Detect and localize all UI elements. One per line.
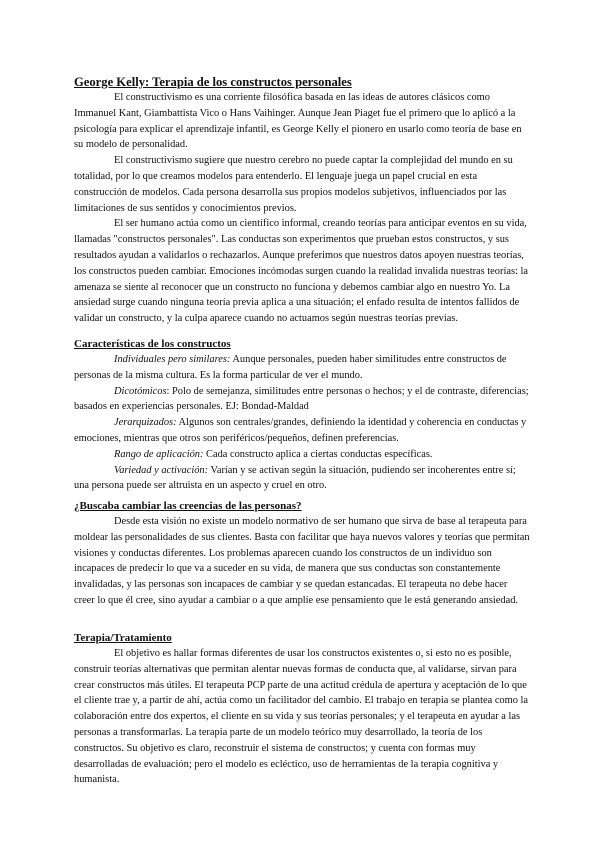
characteristic-item: [74, 384, 530, 416]
characteristic-term: Variedad y activación:: [114, 464, 209, 476]
characteristic-term: Dicotómicos: [114, 385, 167, 397]
beliefs-paragraph: Desde esta visión no existe un modelo normativo de ser humano que sirva de base al terapeuta para moldear las personalidades de sus clientes. Basta con facilitar que haya nuevos valores y teorías que permitan visiones y conductas diferentes. Los problemas aparecen cuando los constructos de un individuo son incapaces de predecir lo que va a suceder en su vida, de manera que sus conductas son constantemente invalidadas, y las personas son incapaces de cambiar y se quedan estancadas. El terapeuta no debe hacer creer lo que él cree, sino ayudar a cambiar o a que amplíe ese pensamiento que le está generando ansiedad.: [74, 516, 530, 606]
characteristics-heading: Características de los constructos: [74, 338, 231, 350]
characteristic-item: [74, 447, 530, 463]
characteristic-text: Varían y se activan según la situación, pudiendo ser incoherentes entre sí; una persona puede ser altruista en un aspecto y cruel en otro.: [74, 464, 516, 492]
therapy-paragraph: El objetivo es hallar formas diferentes de usar los constructos existentes o, si esto no es posible, construir teorías alternativas que permitan alentar nuevas formas de conducta que, al validarse, sirvan para crear constructos más útiles. El terapeuta PCP parte de una actitud crédula de apertura y aceptación de lo que el cliente trae y, a partir de ahí, actúa como un facilitador del cambio. El trabajo en terapia se plantea como la colaboración entre dos expertos, el cliente en su vida y sus teorías personales; y el terapeuta en ayudar a las personas a transformarlas. La terapia parte de un modelo teórico muy desarrollado, la teoría de los constructos. Su objetivo es claro, reconstruir el sistema de constructos; y cuenta con formas muy desarrolladas de evaluación; pero el modelo es ecléctico, uso de herramientas de la terapia cognitiva y humanista.: [74, 648, 528, 786]
characteristic-text: Aunque personales, pueden haber similitudes entre constructos de personas de la misma cultura. Es la forma particular de ver el mundo.: [74, 354, 507, 381]
characteristic-term: Individuales pero similares:: [114, 354, 231, 365]
therapy-heading: Terapia/Tratamiento: [74, 632, 172, 644]
intro-paragraph-1: El constructivismo es una corriente filosófica basada en las ideas de autores clásicos como Immanuel Kant, Giambattista Vico o Hans Vaihinger. Aunque Jean Piaget fue el primero que lo aplicó a la psicología para explicar el aprendizaje infantil, es George Kelly el pionero en usarlo como teoría de base en su modelo de personalidad.: [74, 92, 522, 151]
intro-paragraph-3: El ser humano actúa como un científico informal, creando teorías para anticipar eventos en su vida, llamadas "constructos personales". Las conductas son experimentos que prueban estos constructos, y sus resultados ayudan a validarlos o rechazarlos. Aunque preferimos que nuestros datos apoyen nuestras teorías, los constructos pueden cambiar. Emociones incómodas surgen cuando la realidad invalida nuestras teorías: la amenaza se siente al reconocer que un constructo no funciona y debemos cambiar algo en nuestro Yo. La ansiedad surge cuando ninguna teoría previa aplica a una situación; el enfado resulta de intentos fallidos de validar un constructo, y la culpa aparece cuando no actuamos según nuestras teorías previas.: [74, 218, 528, 325]
characteristic-item: [74, 352, 530, 384]
characteristic-item: [74, 415, 530, 447]
intro-paragraph-2: El constructivismo sugiere que nuestro cerebro no puede captar la complejidad del mundo en su totalidad, por lo que creamos modelos para entenderlo. El lenguaje juega un papel crucial en esta construcción de modelos. Cada persona desarrolla sus propios modelos subjetivos, influenciados por las limitaciones de sus sentidos y conocimientos previos.: [74, 155, 513, 214]
therapy-section: [74, 630, 530, 788]
page-title: George Kelly: Terapia de los constructos personales: [74, 75, 352, 89]
characteristic-text: : Polo de semejanza, similitudes entre personas o hechos; y el de contraste, diferencias; basados en experiencias personales. EJ: Bondad-Maldad: [74, 385, 529, 413]
beliefs-section: [74, 498, 530, 609]
characteristic-term: Rango de aplicación:: [114, 448, 204, 460]
characteristic-term: Jerarquizados:: [114, 417, 177, 429]
intro-section: [74, 74, 530, 327]
characteristic-text: Cada constructo aplica a ciertas conductas específicas.: [203, 448, 433, 460]
characteristic-item: [74, 463, 530, 495]
characteristics-section: [74, 336, 530, 494]
beliefs-heading: ¿Buscaba cambiar las creencias de las personas?: [74, 500, 302, 512]
characteristic-text: Algunos son centrales/grandes, definiendo la identidad y coherencia en conductas y emociones, mientras que otros son periféricos/pequeños, definen preferencias.: [74, 417, 527, 444]
